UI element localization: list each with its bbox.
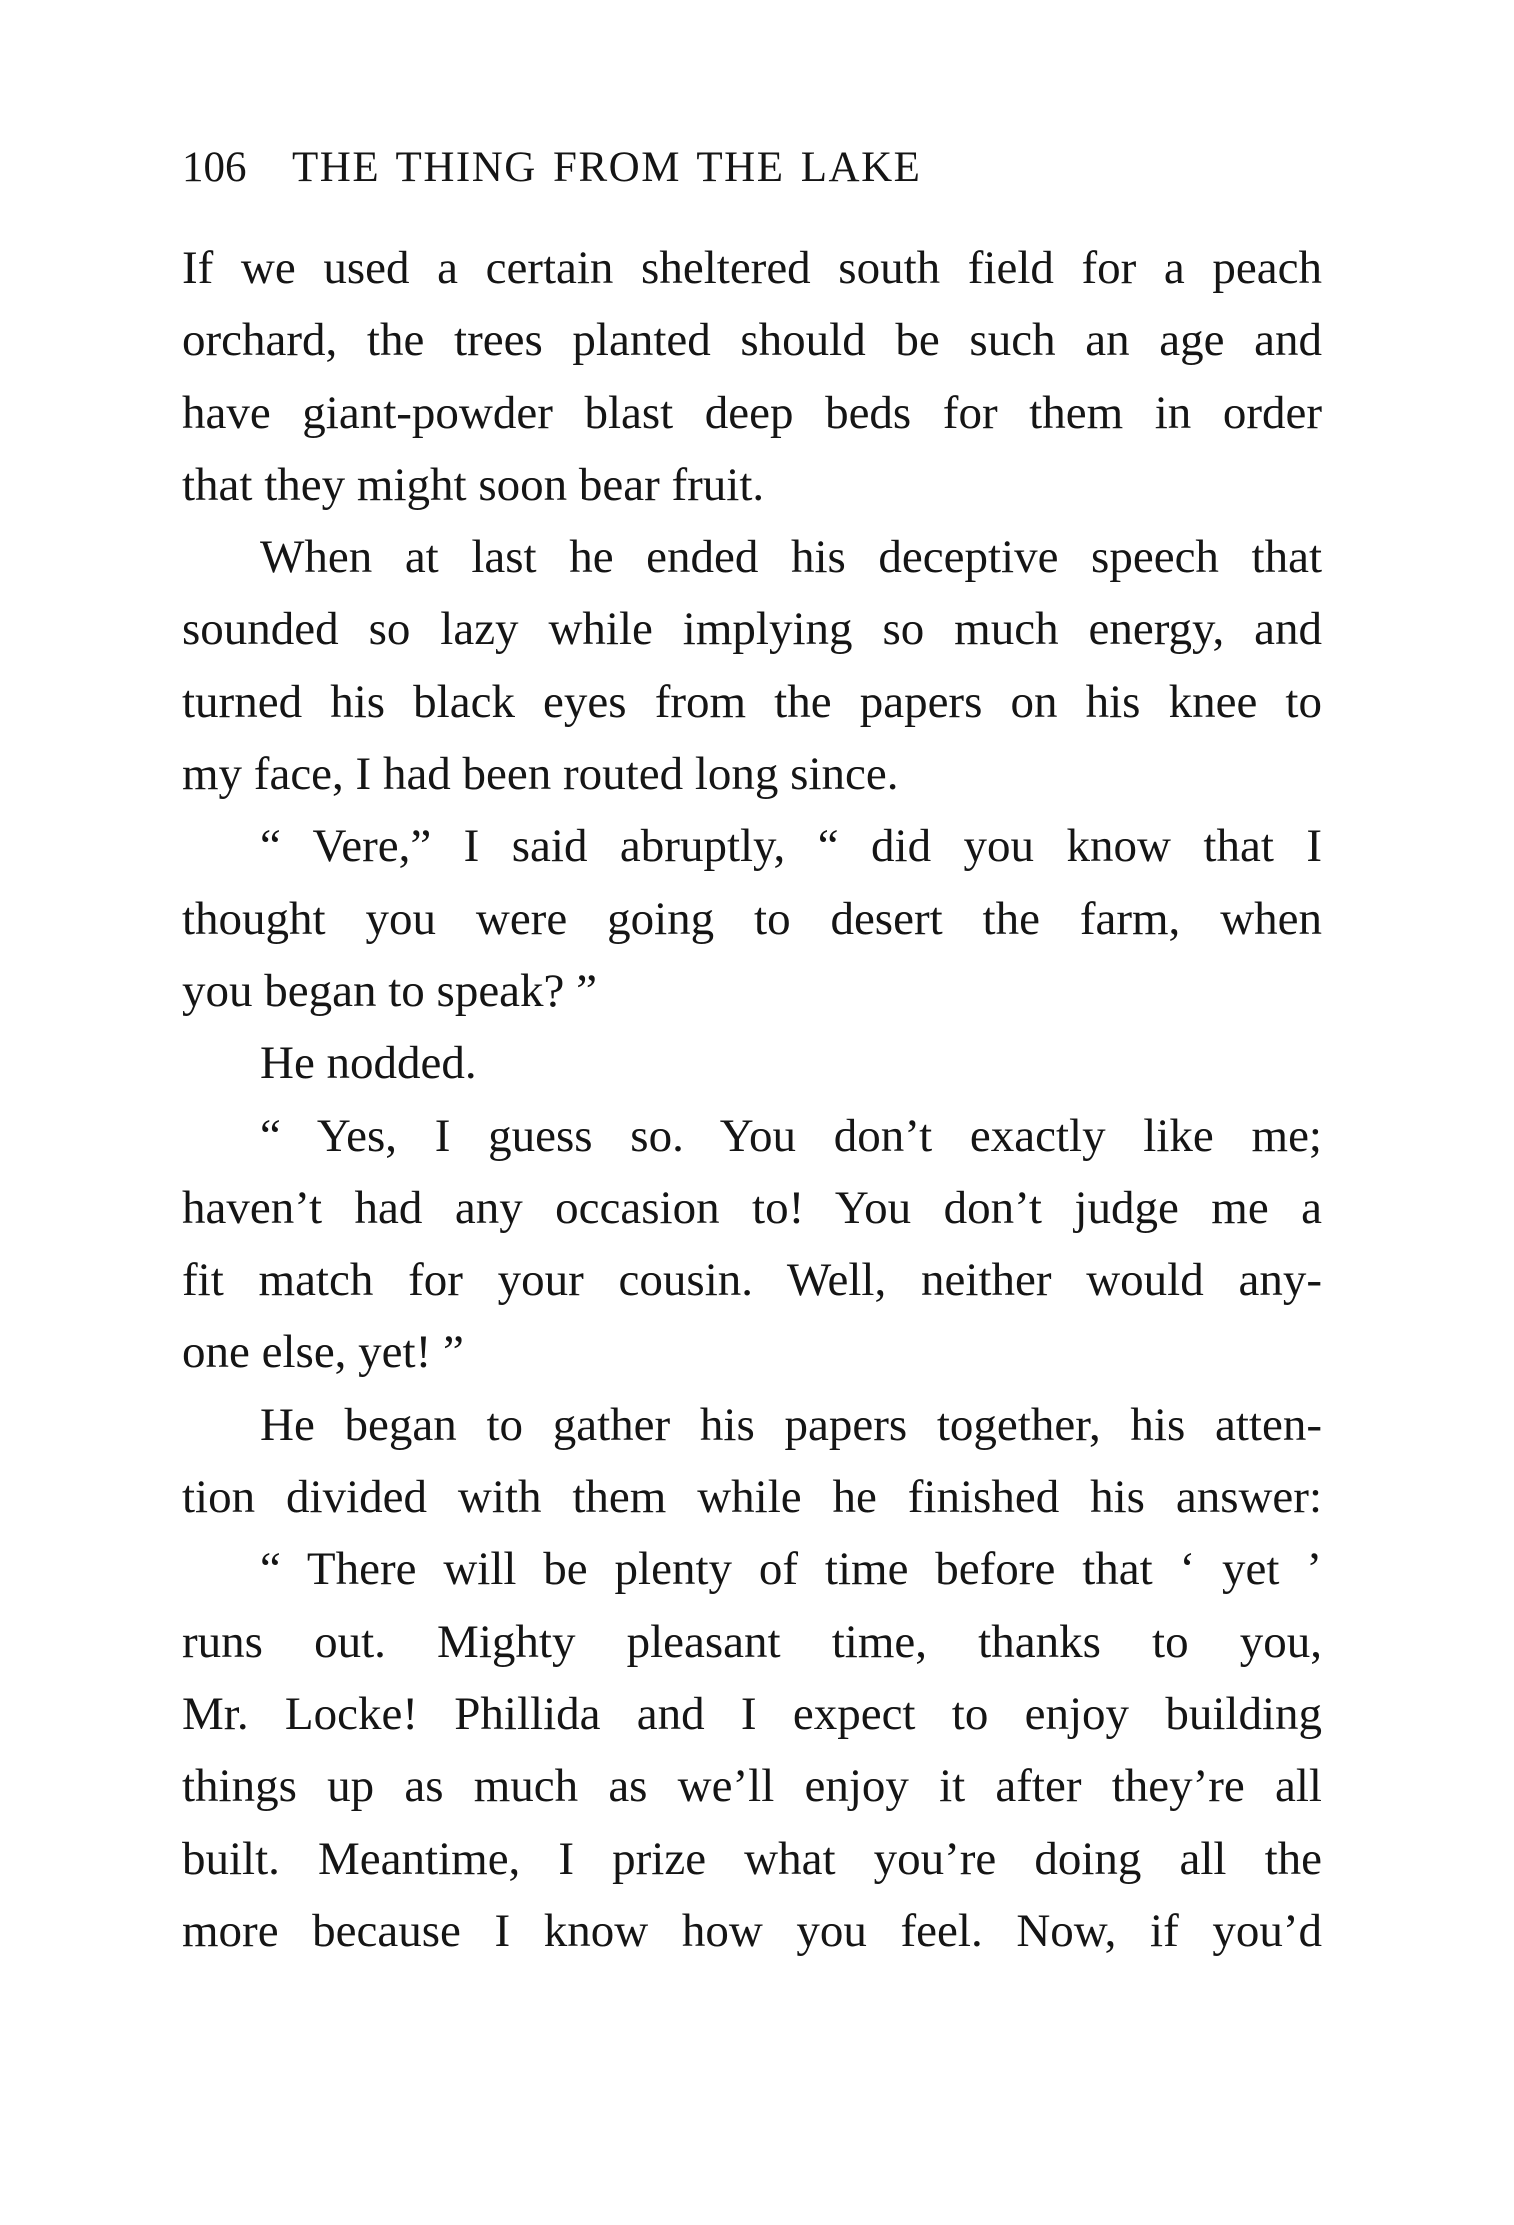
- text-line: tion divided with them while he finished his answer:: [182, 1471, 1322, 1524]
- text-line: “ Vere,” I said abruptly, “ did you know that I: [260, 820, 1322, 873]
- text-line: more because I know how you feel. Now, if you’d: [182, 1904, 1322, 1957]
- text-line: orchard, the trees planted should be such an age and: [182, 314, 1322, 367]
- text-line: He began to gather his papers together, his atten-: [260, 1398, 1322, 1451]
- text-line: things up as much as we’ll enjoy it after they’re all: [182, 1760, 1322, 1813]
- text-line: built. Meantime, I prize what you’re doing all the: [182, 1832, 1322, 1885]
- running-head: [182, 138, 1332, 198]
- text-line: thought you were going to desert the farm, when: [182, 892, 1322, 945]
- text-line: runs out. Mighty pleasant time, thanks to you,: [182, 1615, 1322, 1668]
- text-line: you began to speak? ”: [182, 964, 598, 1017]
- running-title: THE THING FROM THE LAKE: [292, 144, 922, 191]
- text-line: “ There will be plenty of time before that ‘ yet ’: [260, 1543, 1322, 1596]
- text-line: that they might soon bear fruit.: [182, 458, 765, 511]
- text-line: one else, yet! ”: [182, 1326, 464, 1379]
- page-number: 106: [182, 144, 247, 191]
- text-line: turned his black eyes from the papers on his knee to: [182, 675, 1322, 728]
- text-line: If we used a certain sheltered south field for a peach: [182, 242, 1322, 294]
- text-line: sounded so lazy while implying so much energy, and: [182, 603, 1322, 656]
- text-line: my face, I had been routed long since.: [182, 748, 899, 801]
- text-line: Mr. Locke! Phillida and I expect to enjoy building: [182, 1687, 1322, 1740]
- text-line: haven’t had any occasion to! You don’t judge me a: [182, 1181, 1322, 1234]
- text-line: He nodded.: [260, 1037, 477, 1090]
- body-text: [182, 232, 1322, 1967]
- text-line: When at last he ended his deceptive speech that: [260, 531, 1322, 584]
- text-line: fit match for your cousin. Well, neither would any-: [182, 1254, 1322, 1307]
- text-line: “ Yes, I guess so. You don’t exactly like me;: [260, 1109, 1322, 1162]
- text-line: have giant-powder blast deep beds for them in order: [182, 386, 1322, 439]
